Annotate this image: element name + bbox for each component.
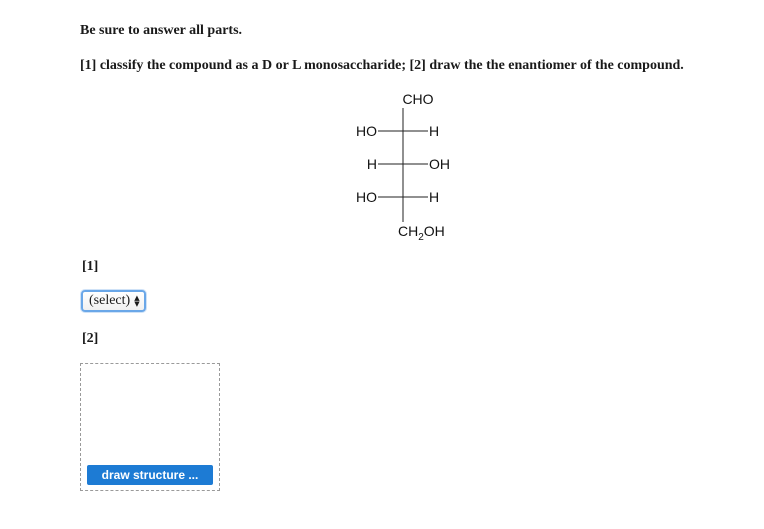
- fischer-projection: [330, 86, 490, 246]
- fischer-row1-right: H: [429, 123, 440, 139]
- fischer-top-group: CHO: [402, 91, 434, 107]
- classification-select[interactable]: [81, 290, 146, 312]
- part1-label: [1]: [82, 259, 99, 274]
- select-arrows-icon: ▲ ▼: [134, 294, 140, 308]
- fischer-row3-left: HO: [356, 189, 377, 205]
- part2-label: [2]: [82, 331, 99, 346]
- question-text: [1] classify the compound as a D or L monosaccharide; [2] draw the the enantiomer of the compound.: [80, 58, 684, 73]
- select-value: (select): [89, 293, 131, 308]
- fischer-row1-left: HO: [356, 123, 377, 139]
- fischer-row3-right: H: [429, 189, 440, 205]
- fischer-row2-right: OH: [429, 156, 450, 172]
- draw-structure-button[interactable]: draw structure ...: [87, 465, 213, 485]
- drawing-area[interactable]: [80, 363, 220, 491]
- fischer-row2-left: H: [366, 156, 377, 172]
- fischer-bottom-group: $CH_2OH$: [398, 223, 445, 243]
- instructions-text: Be sure to answer all parts.: [80, 23, 243, 38]
